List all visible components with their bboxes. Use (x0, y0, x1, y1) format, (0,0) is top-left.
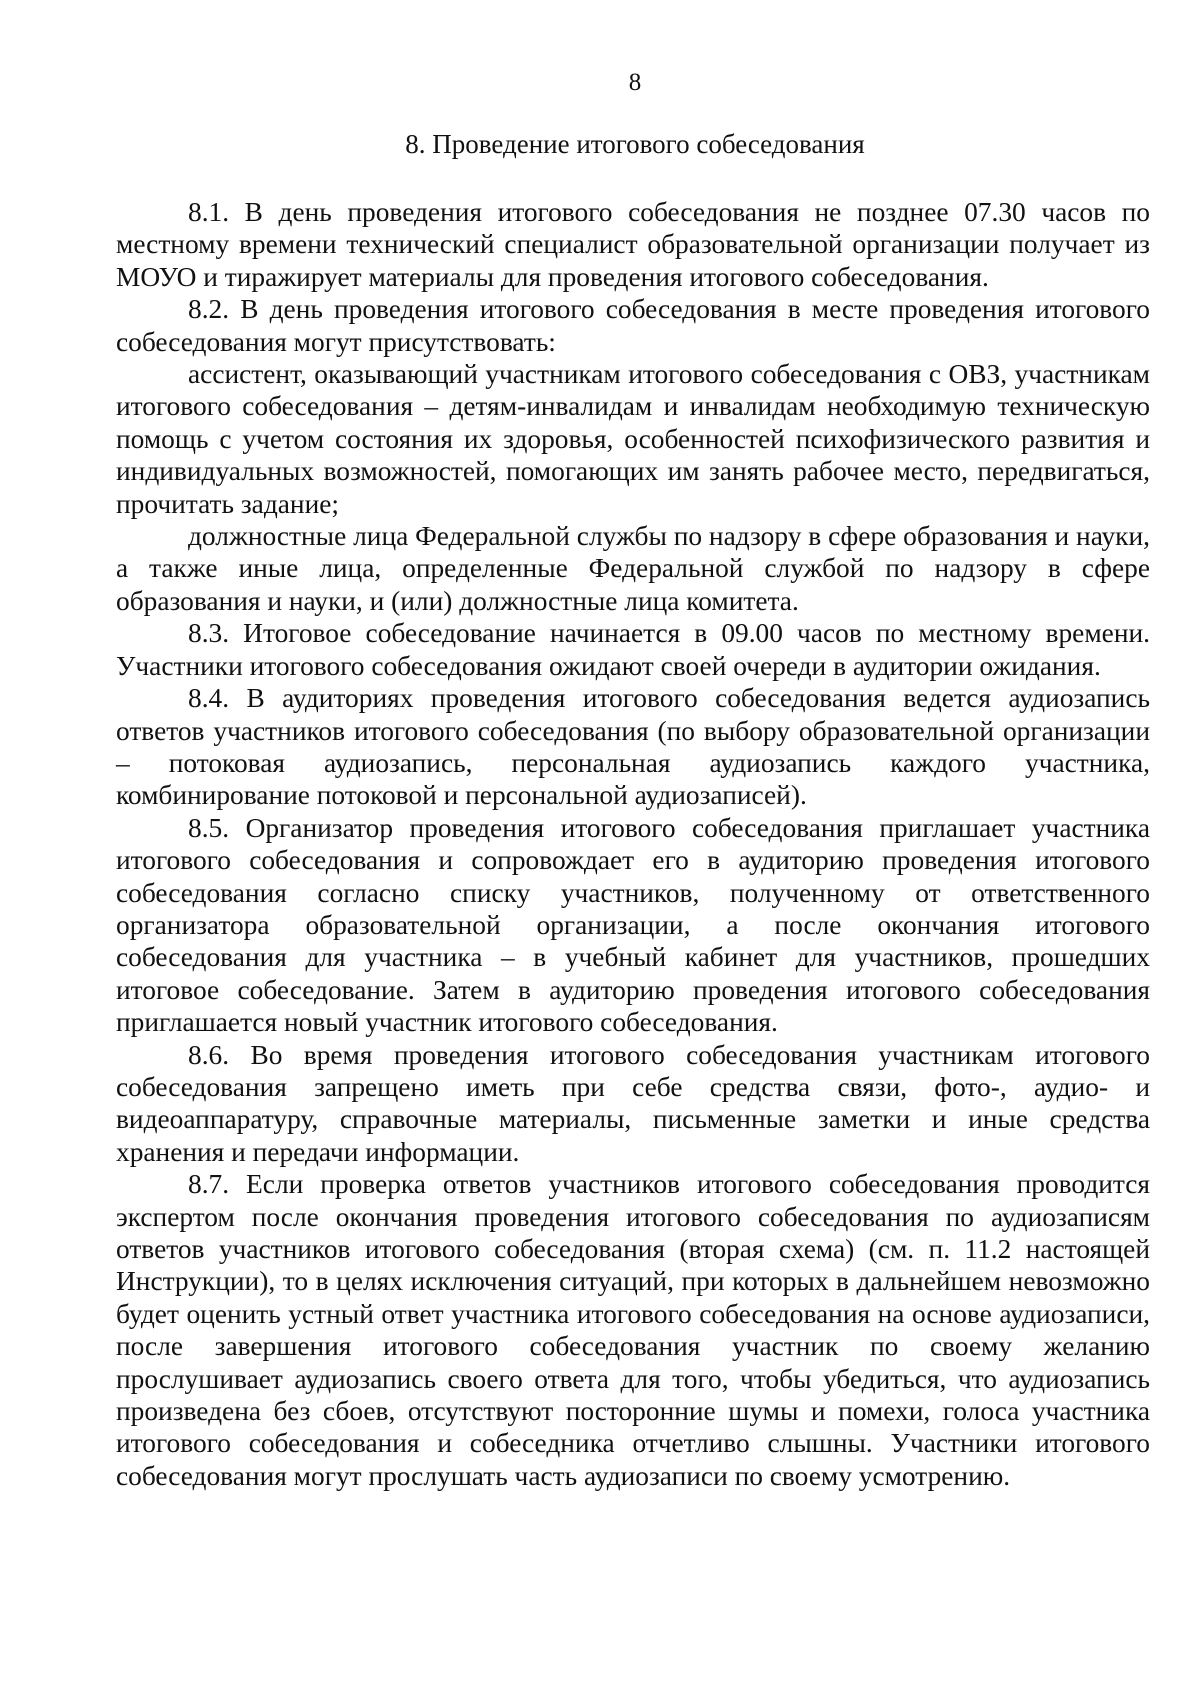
paragraph-8-6: 8.6. Во время проведения итогового собеседования участникам итогового собеседования запрещено иметь при себе средства связи, фото-, аудио- и видеоаппаратуру, справочные материалы, письменные заметки и иные средства хранения и передачи информации. (116, 1039, 1150, 1167)
paragraph-8-2: 8.2. В день проведения итогового собеседования в месте проведения итогового собеседования могут присутствовать: (116, 294, 1150, 357)
paragraph-8-5: 8.5. Организатор проведения итогового собеседования приглашает участника итогового собеседования и сопровождает его в аудиторию проведения итогового собеседования согласно списку участников, полученному от ответственного организатора образовательной организации, а после окончания итогового собеседования для участника – в учебный кабинет для участников, прошедших итоговое собеседование. Затем в аудиторию проведения итогового собеседования приглашается новый участник итогового собеседования. (116, 812, 1150, 1038)
paragraph-officials: должностные лица Федеральной службы по надзору в сфере образования и науки, а также иные лица, определенные Федеральной службой по надзору в сфере образования и науки, и (или) должностные лица комитета. (116, 521, 1150, 616)
document-body (116, 196, 1150, 1492)
paragraph-8-3: 8.3. Итоговое собеседование начинается в 09.00 часов по местному времени. Участники итогового собеседования ожидают своей очереди в аудитории ожидания. (116, 618, 1150, 681)
paragraph-assistant: ассистент, оказывающий участникам итогового собеседования с ОВЗ, участникам итогового собеседования – детям-инвалидам и инвалидам необходимую техническую помощь с учетом состояния их здоровья, особенностей психофизического развития и индивидуальных возможностей, помогающих им занять рабочее место, передвигаться, прочитать задание; (116, 359, 1150, 519)
section-title: 8. Проведение итогового собеседования (405, 129, 865, 159)
paragraph-8-7: 8.7. Если проверка ответов участников итогового собеседования проводится экспертом после окончания проведения итогового собеседования по аудиозаписям ответов участников итогового собеседования (вторая схема) (см. п. 11.2 настоящей Инструкции), то в целях исключения ситуаций, при которых в дальнейшем невозможно будет оценить устный ответ участника итогового собеседования на основе аудиозаписи, после завершения итогового собеседования участник по своему желанию прослушивает аудиозапись своего ответа для того, чтобы убедиться, что аудиозапись произведена без сбоев, отсутствуют посторонние шумы и помехи, голоса участника итогового собеседования и собеседника отчетливо слышны. Участники итогового собеседования могут прослушать часть аудиозаписи по своему усмотрению. (116, 1169, 1150, 1491)
paragraph-8-4: 8.4. В аудиториях проведения итогового собеседования ведется аудиозапись ответов участников итогового собеседования (по выбору образовательной организации – потоковая аудиозапись, персональная аудиозапись каждого участника, комбинирование потоковой и персональной аудиозаписей). (116, 683, 1150, 811)
page-number: 8 (628, 69, 642, 96)
paragraph-8-1: 8.1. В день проведения итогового собеседования не позднее 07.30 часов по местному времени технический специалист образовательной организации получает из МОУО и тиражирует материалы для проведения итогового собеседования. (116, 197, 1150, 292)
